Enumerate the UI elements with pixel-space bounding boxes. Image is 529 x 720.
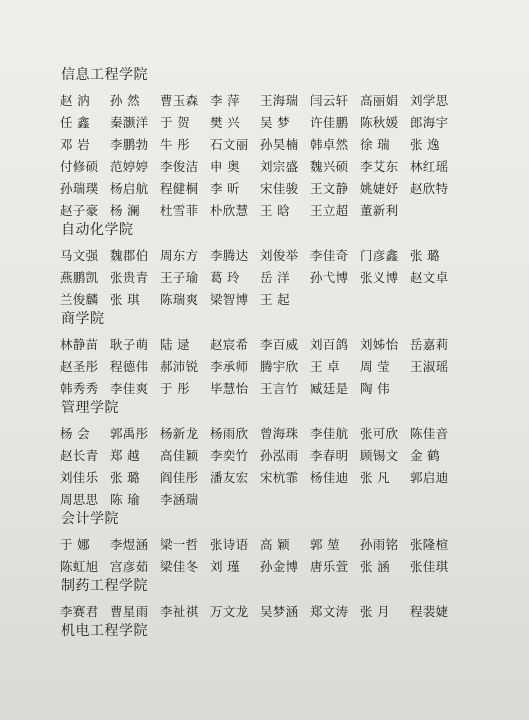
college-section: [60, 67, 529, 222]
student-name: 于 贺: [160, 115, 190, 130]
student-name: 陈瑞爽: [160, 292, 199, 307]
student-name: 李涵瑞: [160, 492, 199, 507]
student-name: 顾锡文: [360, 448, 399, 463]
student-name: 王 卓: [310, 359, 340, 374]
student-name: 刘宗盛: [260, 159, 299, 174]
student-name: 张 涵: [360, 559, 390, 574]
student-name: 李 昕: [210, 181, 240, 196]
name-row: [60, 489, 529, 511]
student-name: 程健桐: [160, 181, 199, 196]
student-name: 刘百鸽: [310, 337, 349, 352]
student-name: 宋杭霏: [260, 470, 299, 485]
student-name: 陈佳音: [410, 426, 449, 441]
student-name: 李百威: [260, 337, 299, 352]
college-heading: 信息工程学院: [61, 67, 148, 83]
student-name: 孙 然: [110, 93, 140, 108]
student-name: 石文丽: [210, 137, 249, 152]
student-name: 付修硕: [60, 159, 99, 174]
college-section: [60, 623, 529, 640]
name-row: [60, 112, 529, 134]
name-row: [60, 200, 529, 222]
student-name: 梁智博: [210, 292, 249, 307]
student-name: 阎佳彤: [160, 470, 199, 485]
college-heading: 机电工程学院: [61, 623, 148, 639]
name-row: [60, 378, 529, 400]
student-name: 周东方: [160, 248, 199, 263]
student-name: 赵欣特: [410, 181, 449, 196]
student-name: 樊 兴: [210, 115, 240, 130]
student-name: 任 鑫: [60, 115, 90, 130]
student-name: 王文静: [310, 181, 349, 196]
student-name: 魏兴硕: [310, 159, 349, 174]
student-name: 于 娜: [60, 537, 90, 552]
student-name: 吴 梦: [260, 115, 290, 130]
name-row: [60, 556, 529, 578]
student-name: 杨雨欣: [210, 426, 249, 441]
student-name: 门彦鑫: [360, 248, 399, 263]
student-name: 腾宇欣: [260, 359, 299, 374]
student-name: 魏郡伯: [110, 248, 149, 263]
student-name: 岳 洋: [260, 270, 290, 285]
student-name: 张贵青: [110, 270, 149, 285]
student-name: 郭 堃: [310, 537, 340, 552]
name-row: [60, 178, 529, 200]
student-name: 王言竹: [260, 381, 299, 396]
student-name: 韩秀秀: [60, 381, 99, 396]
student-name: 岳嘉莉: [410, 337, 449, 352]
student-name: 陆 逯: [160, 337, 190, 352]
name-row: [60, 156, 529, 178]
student-name: 耿子萌: [110, 337, 149, 352]
student-name: 刘佳乐: [60, 470, 99, 485]
student-name: 李艾东: [360, 159, 399, 174]
name-row: [60, 134, 529, 156]
student-name: 赵长青: [60, 448, 99, 463]
student-name: 张诗语: [210, 537, 249, 552]
student-name: 赵圣彤: [60, 359, 99, 374]
student-name: 孙瑞璞: [60, 181, 99, 196]
student-name: 杜雪菲: [160, 203, 199, 218]
student-name: 李腾达: [210, 248, 249, 263]
student-name: 王 晗: [260, 203, 290, 218]
student-name: 李赛君: [60, 604, 99, 619]
student-name: 孙泓雨: [260, 448, 299, 463]
student-name: 姚婕妤: [360, 181, 399, 196]
student-name: 梁佳冬: [160, 559, 199, 574]
student-name: 李承师: [210, 359, 249, 374]
college-section: [60, 400, 529, 511]
student-name: 周思思: [60, 492, 99, 507]
student-name: 林红瑶: [410, 159, 449, 174]
student-name: 张 月: [360, 604, 390, 619]
student-name: 张隆楦: [410, 537, 449, 552]
college-section: [60, 311, 529, 400]
name-row: [60, 601, 529, 623]
student-name: 郝沛锐: [160, 359, 199, 374]
student-name: 陈虹旭: [60, 559, 99, 574]
student-name: 许佳鹏: [310, 115, 349, 130]
name-row: [60, 467, 529, 489]
name-row: [60, 90, 529, 112]
college-section: [60, 511, 529, 578]
student-name: 张 逸: [410, 137, 440, 152]
student-name: 张 琪: [110, 292, 140, 307]
student-name: 徐 瑞: [360, 137, 390, 152]
student-name: 程德伟: [110, 359, 149, 374]
student-name: 刘姊怡: [360, 337, 399, 352]
student-name: 王立超: [310, 203, 349, 218]
student-name: 高 颖: [260, 537, 290, 552]
student-name: 曹玉森: [160, 93, 199, 108]
student-name: 李奕竹: [210, 448, 249, 463]
name-row: [60, 267, 529, 289]
college-heading: 自动化学院: [61, 222, 134, 238]
student-name: 刘俊举: [260, 248, 299, 263]
student-name: 李 萍: [210, 93, 240, 108]
student-name: 李鹏勃: [110, 137, 149, 152]
name-row: [60, 534, 529, 556]
student-name: 赵子豪: [60, 203, 99, 218]
student-name: 兰俊麟: [60, 292, 99, 307]
student-name: 郎海宇: [410, 115, 449, 130]
student-name: 闫云轩: [310, 93, 349, 108]
student-name: 宫彦茹: [110, 559, 149, 574]
student-name: 杨 会: [60, 426, 90, 441]
student-name: 王海瑞: [260, 93, 299, 108]
student-name: 杨佳迪: [310, 470, 349, 485]
student-name: 张可欣: [360, 426, 399, 441]
student-name: 潘友宏: [210, 470, 249, 485]
student-name: 王淑瑶: [410, 359, 449, 374]
student-name: 臧廷是: [310, 381, 349, 396]
student-name: 赵 汭: [60, 93, 90, 108]
student-name: 程裴婕: [410, 604, 449, 619]
student-name: 孙金博: [260, 559, 299, 574]
student-name: 秦灏洋: [110, 115, 149, 130]
student-name: 梁一哲: [160, 537, 199, 552]
student-name: 陈秋媛: [360, 115, 399, 130]
student-name: 赵宸希: [210, 337, 249, 352]
student-name: 毕慧怡: [210, 381, 249, 396]
student-name: 高丽娟: [360, 93, 399, 108]
student-name: 李煜涵: [110, 537, 149, 552]
student-name: 韩卓然: [310, 137, 349, 152]
student-name: 范婷婷: [110, 159, 149, 174]
student-name: 申 奥: [210, 159, 240, 174]
student-name: 于 彤: [160, 381, 190, 396]
student-name: 李佳航: [310, 426, 349, 441]
student-name: 王子瑜: [160, 270, 199, 285]
college-section: [60, 222, 529, 311]
student-name: 唐乐萱: [310, 559, 349, 574]
student-name: 牛 彤: [160, 137, 190, 152]
student-name: 郭禹彤: [110, 426, 149, 441]
student-name: 董新利: [360, 203, 399, 218]
student-name: 宋佳骏: [260, 181, 299, 196]
student-name: 杨 澜: [110, 203, 140, 218]
college-heading: 制药工程学院: [61, 578, 148, 594]
student-name: 郑文涛: [310, 604, 349, 619]
student-name: 曹星雨: [110, 604, 149, 619]
student-name: 李佳爽: [110, 381, 149, 396]
student-name: 刘学思: [410, 93, 449, 108]
student-name: 马文强: [60, 248, 99, 263]
student-name: 吴梦涵: [260, 604, 299, 619]
student-name: 周 莹: [360, 359, 390, 374]
student-name: 陈 瑜: [110, 492, 140, 507]
student-name: 李祉祺: [160, 604, 199, 619]
college-heading: 管理学院: [61, 400, 119, 416]
student-name: 陶 伟: [360, 381, 390, 396]
student-name: 张 凡: [360, 470, 390, 485]
student-name: 葛 玲: [210, 270, 240, 285]
student-name: 赵文卓: [410, 270, 449, 285]
student-name: 张义博: [360, 270, 399, 285]
student-name: 金 鹤: [410, 448, 440, 463]
student-name: 杨新龙: [160, 426, 199, 441]
student-name: 张 璐: [110, 470, 140, 485]
student-name: 林静苗: [60, 337, 99, 352]
name-row: [60, 445, 529, 467]
student-name: 孙雨铭: [360, 537, 399, 552]
student-name: 燕鹏凯: [60, 270, 99, 285]
student-name: 孙昊楠: [260, 137, 299, 152]
college-heading: 会计学院: [61, 511, 119, 527]
student-name: 邓 岩: [60, 137, 90, 152]
student-name: 郑 越: [110, 448, 140, 463]
student-name: 李春明: [310, 448, 349, 463]
student-name: 李俊洁: [160, 159, 199, 174]
student-name: 万文龙: [210, 604, 249, 619]
student-name: 高佳颖: [160, 448, 199, 463]
name-row: [60, 245, 529, 267]
college-heading: 商学院: [61, 311, 105, 327]
name-row: [60, 289, 529, 311]
name-row: [60, 356, 529, 378]
name-row: [60, 423, 529, 445]
student-name: 张佳琪: [410, 559, 449, 574]
student-name: 曾海珠: [260, 426, 299, 441]
student-name: 孙弋博: [310, 270, 349, 285]
student-name: 李佳奇: [310, 248, 349, 263]
student-name: 杨启航: [110, 181, 149, 196]
student-name: 刘 瑾: [210, 559, 240, 574]
college-section: [60, 578, 529, 623]
student-name: 朴欣慧: [210, 203, 249, 218]
name-row: [60, 334, 529, 356]
student-name: 张 璐: [410, 248, 440, 263]
student-name: 郭启迪: [410, 470, 449, 485]
student-name: 王 起: [260, 292, 290, 307]
